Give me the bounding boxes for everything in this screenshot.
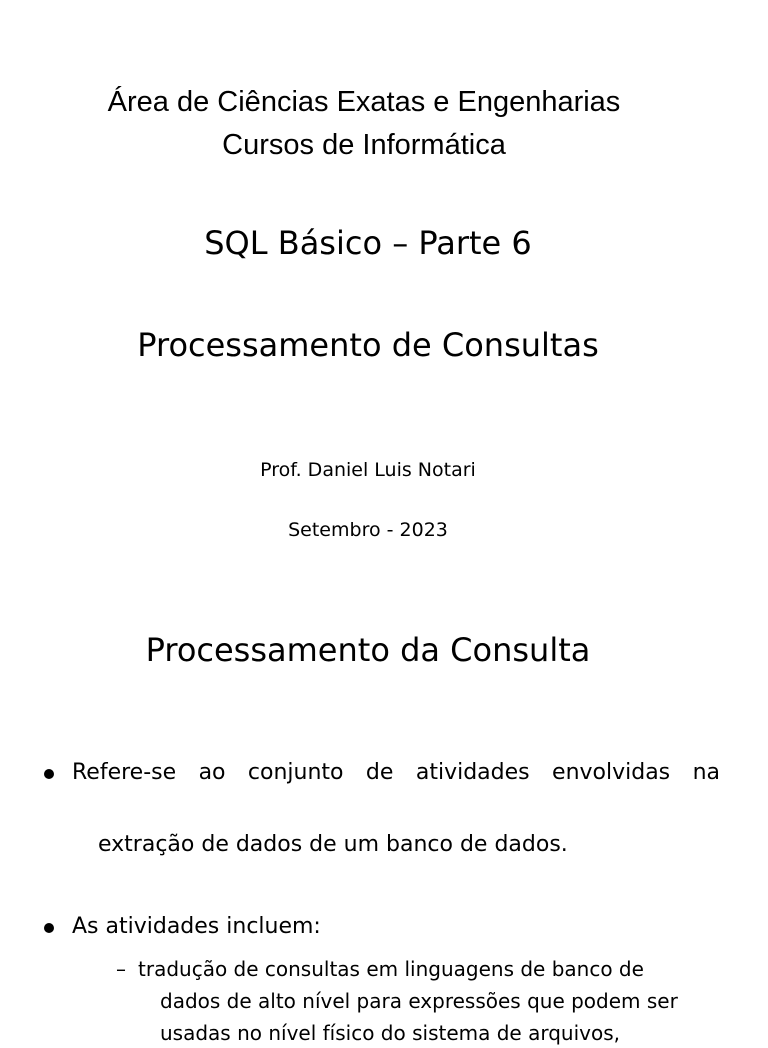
sub-bullet-line-3: usadas no nível físico do sistema de arquivos, [160, 1021, 620, 1045]
institution-line-1: Área de Ciências Exatas e Engenharias [107, 86, 621, 118]
presentation-subtitle: Processamento de Consultas [137, 326, 599, 364]
slide-title: Processamento da Consulta [145, 631, 591, 669]
author-name: Prof. Daniel Luis Notari [260, 459, 476, 481]
dash-icon: – [116, 957, 126, 981]
bullet-icon [44, 769, 54, 779]
presentation-date: Setembro - 2023 [288, 519, 448, 541]
bullet-icon [44, 923, 54, 933]
content-slide [0, 590, 768, 1045]
bullet-2-line-1: As atividades incluem: [72, 914, 321, 939]
presentation-title: SQL Básico – Parte 6 [204, 224, 532, 262]
sub-bullet-line-1: tradução de consultas em linguagens de banco de [138, 957, 644, 981]
bullet-1-line-1: Refere-se ao conjunto de atividades envolvidas na [72, 760, 720, 785]
sub-bullet-line-2: dados de alto nível para expressões que podem ser [160, 989, 678, 1013]
institution-line-2: Cursos de Informática [222, 129, 506, 161]
bullet-1-line-2: extração de dados de um banco de dados. [98, 832, 568, 857]
